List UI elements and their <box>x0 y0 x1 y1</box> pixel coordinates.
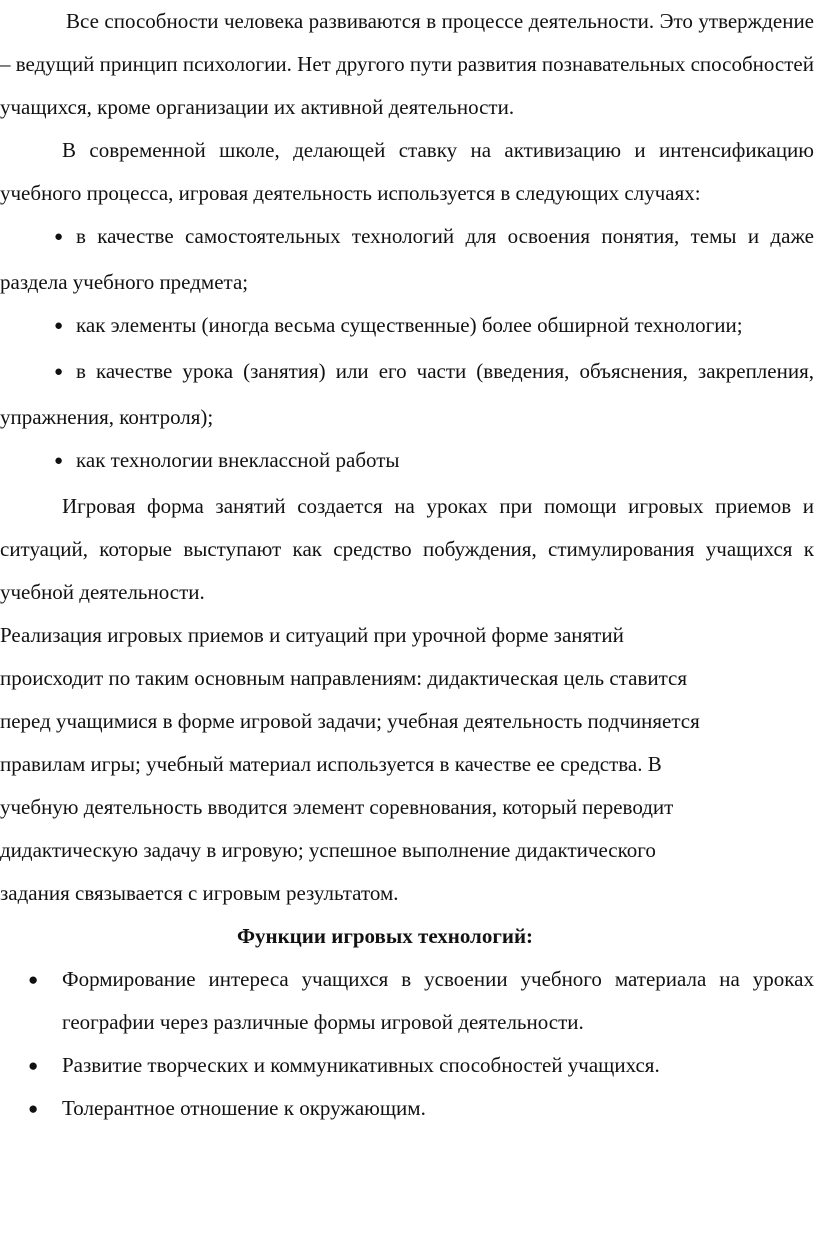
bullet-dot-icon: ● <box>28 970 39 989</box>
list-item-text: Толерантное отношение к окружающим. <box>62 1096 426 1120</box>
paragraph-intro: Все способности человека развиваются в процессе деятельности. Это утверждение – ведущий принцип психологии. Нет другого пути развития познавательных способностей учащихся, кроме организации их активной деятельности. <box>0 9 814 119</box>
paragraph-realization <box>0 614 816 915</box>
case-item-4 <box>0 439 814 485</box>
list-item <box>0 1044 814 1087</box>
case-item-1-text: в качестве самостоятельных технологий для освоения понятия, темы и даже раздела учебного предмета; <box>0 224 814 294</box>
list-item-text: Формирование интереса учащихся в усвоении учебного материала на уроках географии через различные формы игровой деятельности. <box>62 967 814 1034</box>
bullet-dot-icon: ● <box>28 1099 39 1118</box>
case-item-3 <box>0 350 814 439</box>
case-item-4-text: как технологии внеклассной работы <box>76 448 400 472</box>
paragraph-line: правилам игры; учебный материал используется в качестве ее средства. В <box>0 752 662 776</box>
bullet-dot-icon: ● <box>28 1056 39 1075</box>
paragraph-line: Реализация игровых приемов и ситуаций при урочной форме занятий <box>0 623 624 647</box>
bullet-dot-icon: ● <box>54 229 64 245</box>
case-item-2 <box>0 304 814 350</box>
paragraph-line: перед учащимися в форме игровой задачи; учебная деятельность подчиняется <box>0 709 700 733</box>
paragraph-game-form: Игровая форма занятий создается на уроках при помощи игровых приемов и ситуаций, которые выступают как средство побуждения, стимулирования учащихся к учебной деятельности. <box>0 494 814 604</box>
list-item-text: Развитие творческих и коммуникативных способностей учащихся. <box>62 1053 660 1077</box>
paragraph-cases-intro: В современной школе, делающей ставку на активизацию и интенсификацию учебного процесса, игровая деятельность используется в следующих случаях: <box>0 138 814 205</box>
paragraph-line: дидактическую задачу в игровую; успешное выполнение дидактического <box>0 838 656 862</box>
bullet-dot-icon: ● <box>54 453 64 469</box>
paragraph-line: учебную деятельность вводится элемент соревнования, который переводит <box>0 795 674 819</box>
section-heading: Функции игровых технологий: <box>236 924 534 948</box>
functions-list <box>0 958 816 1130</box>
bullet-dot-icon: ● <box>54 318 64 334</box>
paragraph-line: происходит по таким основным направлениям: дидактическая цель ставится <box>0 666 687 690</box>
bullet-dot-icon: ● <box>54 364 64 380</box>
case-item-1 <box>0 215 814 304</box>
list-item <box>0 958 814 1044</box>
case-item-3-text: в качестве урока (занятия) или его части (введения, объяснения, закрепления, упражнения, контроля); <box>0 359 814 429</box>
list-item <box>0 1087 814 1130</box>
paragraph-line: задания связывается с игровым результатом. <box>0 881 399 905</box>
case-item-2-text: как элементы (иногда весьма существенные) более обширной технологии; <box>76 313 743 337</box>
